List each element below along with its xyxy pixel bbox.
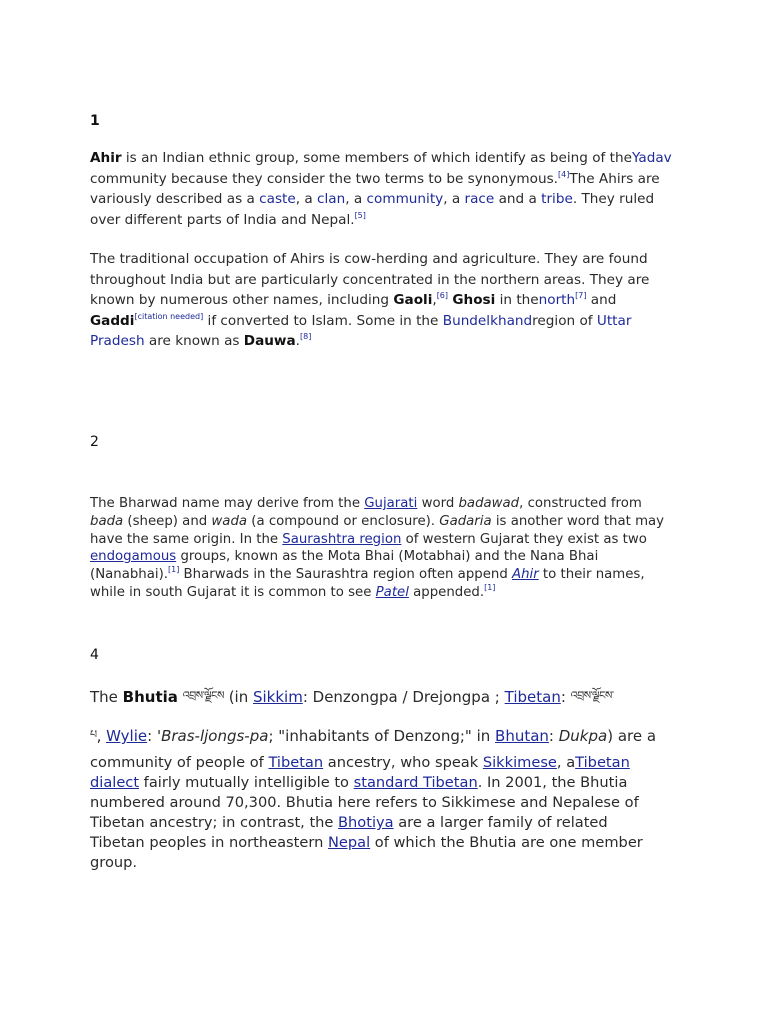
text: and a	[494, 191, 542, 207]
link-sikkimese[interactable]: Sikkimese	[482, 754, 557, 771]
text: to their names, while in south Gujarat it is common to see	[90, 567, 645, 600]
link-bhutan[interactable]: Bhutan	[495, 727, 549, 745]
text: are a larger family of related Tibetan peoples in northeastern	[90, 814, 608, 851]
text: The traditional occupation of Ahirs is cow-herding and agriculture. They are found throughout India but are particularly concentrated in the northern areas. They are known by numerous other names, including	[90, 251, 650, 308]
text: are known as	[144, 333, 244, 349]
ref-1a[interactable]: [1]	[167, 565, 180, 575]
link-race[interactable]: race	[464, 191, 495, 207]
term-badawad: badawad	[458, 496, 520, 511]
term-bras-ljongs-pa: 'Bras-ljongs-pa	[156, 727, 269, 745]
section-number-4: 4	[90, 647, 99, 663]
text: , a	[556, 754, 576, 771]
text: . In 2001, the Bhutia numbered around 70,300. Bhutia here refers to Sikkimese and Nepalese of Tibetan ancestry; in contrast, the	[90, 774, 639, 831]
term-bhutia: Bhutia	[122, 688, 178, 706]
ref-8[interactable]: [8]	[300, 332, 312, 341]
tibetan-script-1: འབྲས་ལྗོངས	[182, 689, 224, 702]
text: :	[560, 688, 571, 706]
text: : Denzongpa / Drejongpa ;	[302, 688, 505, 706]
text: if converted to Islam. Some in the	[203, 312, 443, 329]
link-patel[interactable]: Patel	[375, 584, 409, 600]
text: ancestry, who speak	[323, 754, 483, 771]
link-community[interactable]: community	[366, 191, 444, 207]
text: :	[548, 727, 559, 745]
tibetan-script-3: པ	[90, 728, 97, 741]
text: The	[90, 688, 123, 706]
term-bada: bada	[90, 513, 124, 529]
paragraph-bhutia	[90, 753, 662, 873]
text: , constructed from	[519, 496, 642, 511]
section-number-2: 2	[90, 434, 99, 450]
link-bhotiya[interactable]: Bhotiya	[338, 814, 394, 831]
ref-6[interactable]: [6]	[436, 291, 449, 300]
link-endogamous[interactable]: endogamous	[90, 549, 177, 565]
text: .	[295, 333, 300, 349]
link-yadav[interactable]: Yadav	[631, 150, 672, 166]
link-tibetan-2[interactable]: Tibetan	[268, 754, 324, 771]
bhutia-line-1	[90, 683, 614, 714]
text: (a compound or enclosure).	[247, 513, 440, 529]
text: community because they consider the two terms to be synonymous.	[90, 170, 558, 187]
term-ghosi: Ghosi	[452, 292, 496, 308]
link-tibetan[interactable]: Tibetan	[504, 688, 561, 706]
term-wada: wada	[211, 513, 248, 529]
term-ahir: Ahir	[90, 150, 122, 166]
text: of which the Bhutia are one member group.	[90, 834, 643, 871]
link-standard-tibetan[interactable]: standard Tibetan	[353, 774, 478, 791]
term-gaddi: Gaddi	[90, 312, 135, 329]
text: , a	[345, 191, 367, 207]
text: ; "inhabitants of Denzong;" in	[268, 727, 496, 745]
text: and	[586, 292, 617, 308]
citation-needed[interactable]: [citation needed]	[134, 311, 204, 321]
link-gujarati[interactable]: Gujarati	[364, 496, 418, 511]
text: , a	[295, 191, 318, 207]
term-gadaria: Gadaria	[439, 513, 492, 529]
ref-4[interactable]: [4]	[557, 169, 570, 179]
link-clan[interactable]: clan	[317, 191, 346, 207]
link-ahir[interactable]: Ahir	[512, 567, 539, 583]
paragraph-bharwad	[90, 495, 675, 602]
text: is an Indian ethnic group, some members of which identify as being of the	[121, 150, 632, 166]
link-nepal[interactable]: Nepal	[327, 834, 371, 851]
text: region of	[532, 312, 597, 329]
text: of western Gujarat they exist as two	[401, 531, 647, 547]
text: appended.	[408, 584, 485, 600]
link-uttar-pradesh[interactable]: Uttar Pradesh	[90, 312, 632, 349]
ref-1b[interactable]: [1]	[484, 582, 496, 592]
link-tribe[interactable]: tribe	[541, 191, 573, 207]
ref-7[interactable]: [7]	[575, 291, 587, 300]
text: , a	[443, 191, 465, 207]
paragraph-ahir-occupation	[90, 249, 682, 352]
tibetan-script-2: འབྲས་ལྗོངས་	[570, 689, 614, 702]
link-saurashtra-region[interactable]: Saurashtra region	[282, 531, 402, 547]
text: ,	[432, 292, 437, 308]
bhutia-line-2	[90, 722, 656, 753]
text: ,	[96, 727, 107, 745]
term-dukpa: Dukpa	[558, 727, 608, 745]
text: word	[417, 496, 459, 511]
text: . They ruled over different parts of India and Nepal.	[90, 191, 655, 228]
ref-5[interactable]: [5]	[354, 210, 366, 220]
text: The Bharwad name may derive from the	[90, 496, 365, 511]
text: in the	[495, 292, 539, 308]
text: (sheep) and	[123, 513, 212, 529]
text: ) are a	[607, 727, 657, 745]
link-caste[interactable]: caste	[259, 191, 296, 207]
text: fairly mutually intelligible to	[139, 774, 354, 791]
link-sikkim[interactable]: Sikkim	[252, 688, 303, 706]
text: is another word that may have the same origin. In the	[90, 513, 665, 547]
term-gaoli: Gaoli	[393, 292, 433, 308]
text: The Ahirs are variously described as a	[90, 170, 660, 207]
paragraph-ahir-intro	[90, 148, 680, 230]
text: groups, known as the Mota Bhai (Motabhai) and the Nana Bhai (Nanabhai).	[90, 549, 599, 583]
section-number-1: 1	[90, 113, 100, 129]
link-tibetan-dialect[interactable]: Tibetan dialect	[90, 754, 630, 791]
link-north[interactable]: north	[538, 292, 576, 308]
term-dauwa: Dauwa	[243, 333, 296, 349]
text: :	[147, 727, 157, 745]
text: (in	[228, 688, 253, 706]
link-wylie[interactable]: Wylie	[106, 727, 148, 745]
text: Bharwads in the Saurashtra region often append	[179, 567, 512, 583]
text: community of people of	[90, 754, 269, 771]
link-bundelkhand[interactable]: Bundelkhand	[442, 312, 533, 329]
